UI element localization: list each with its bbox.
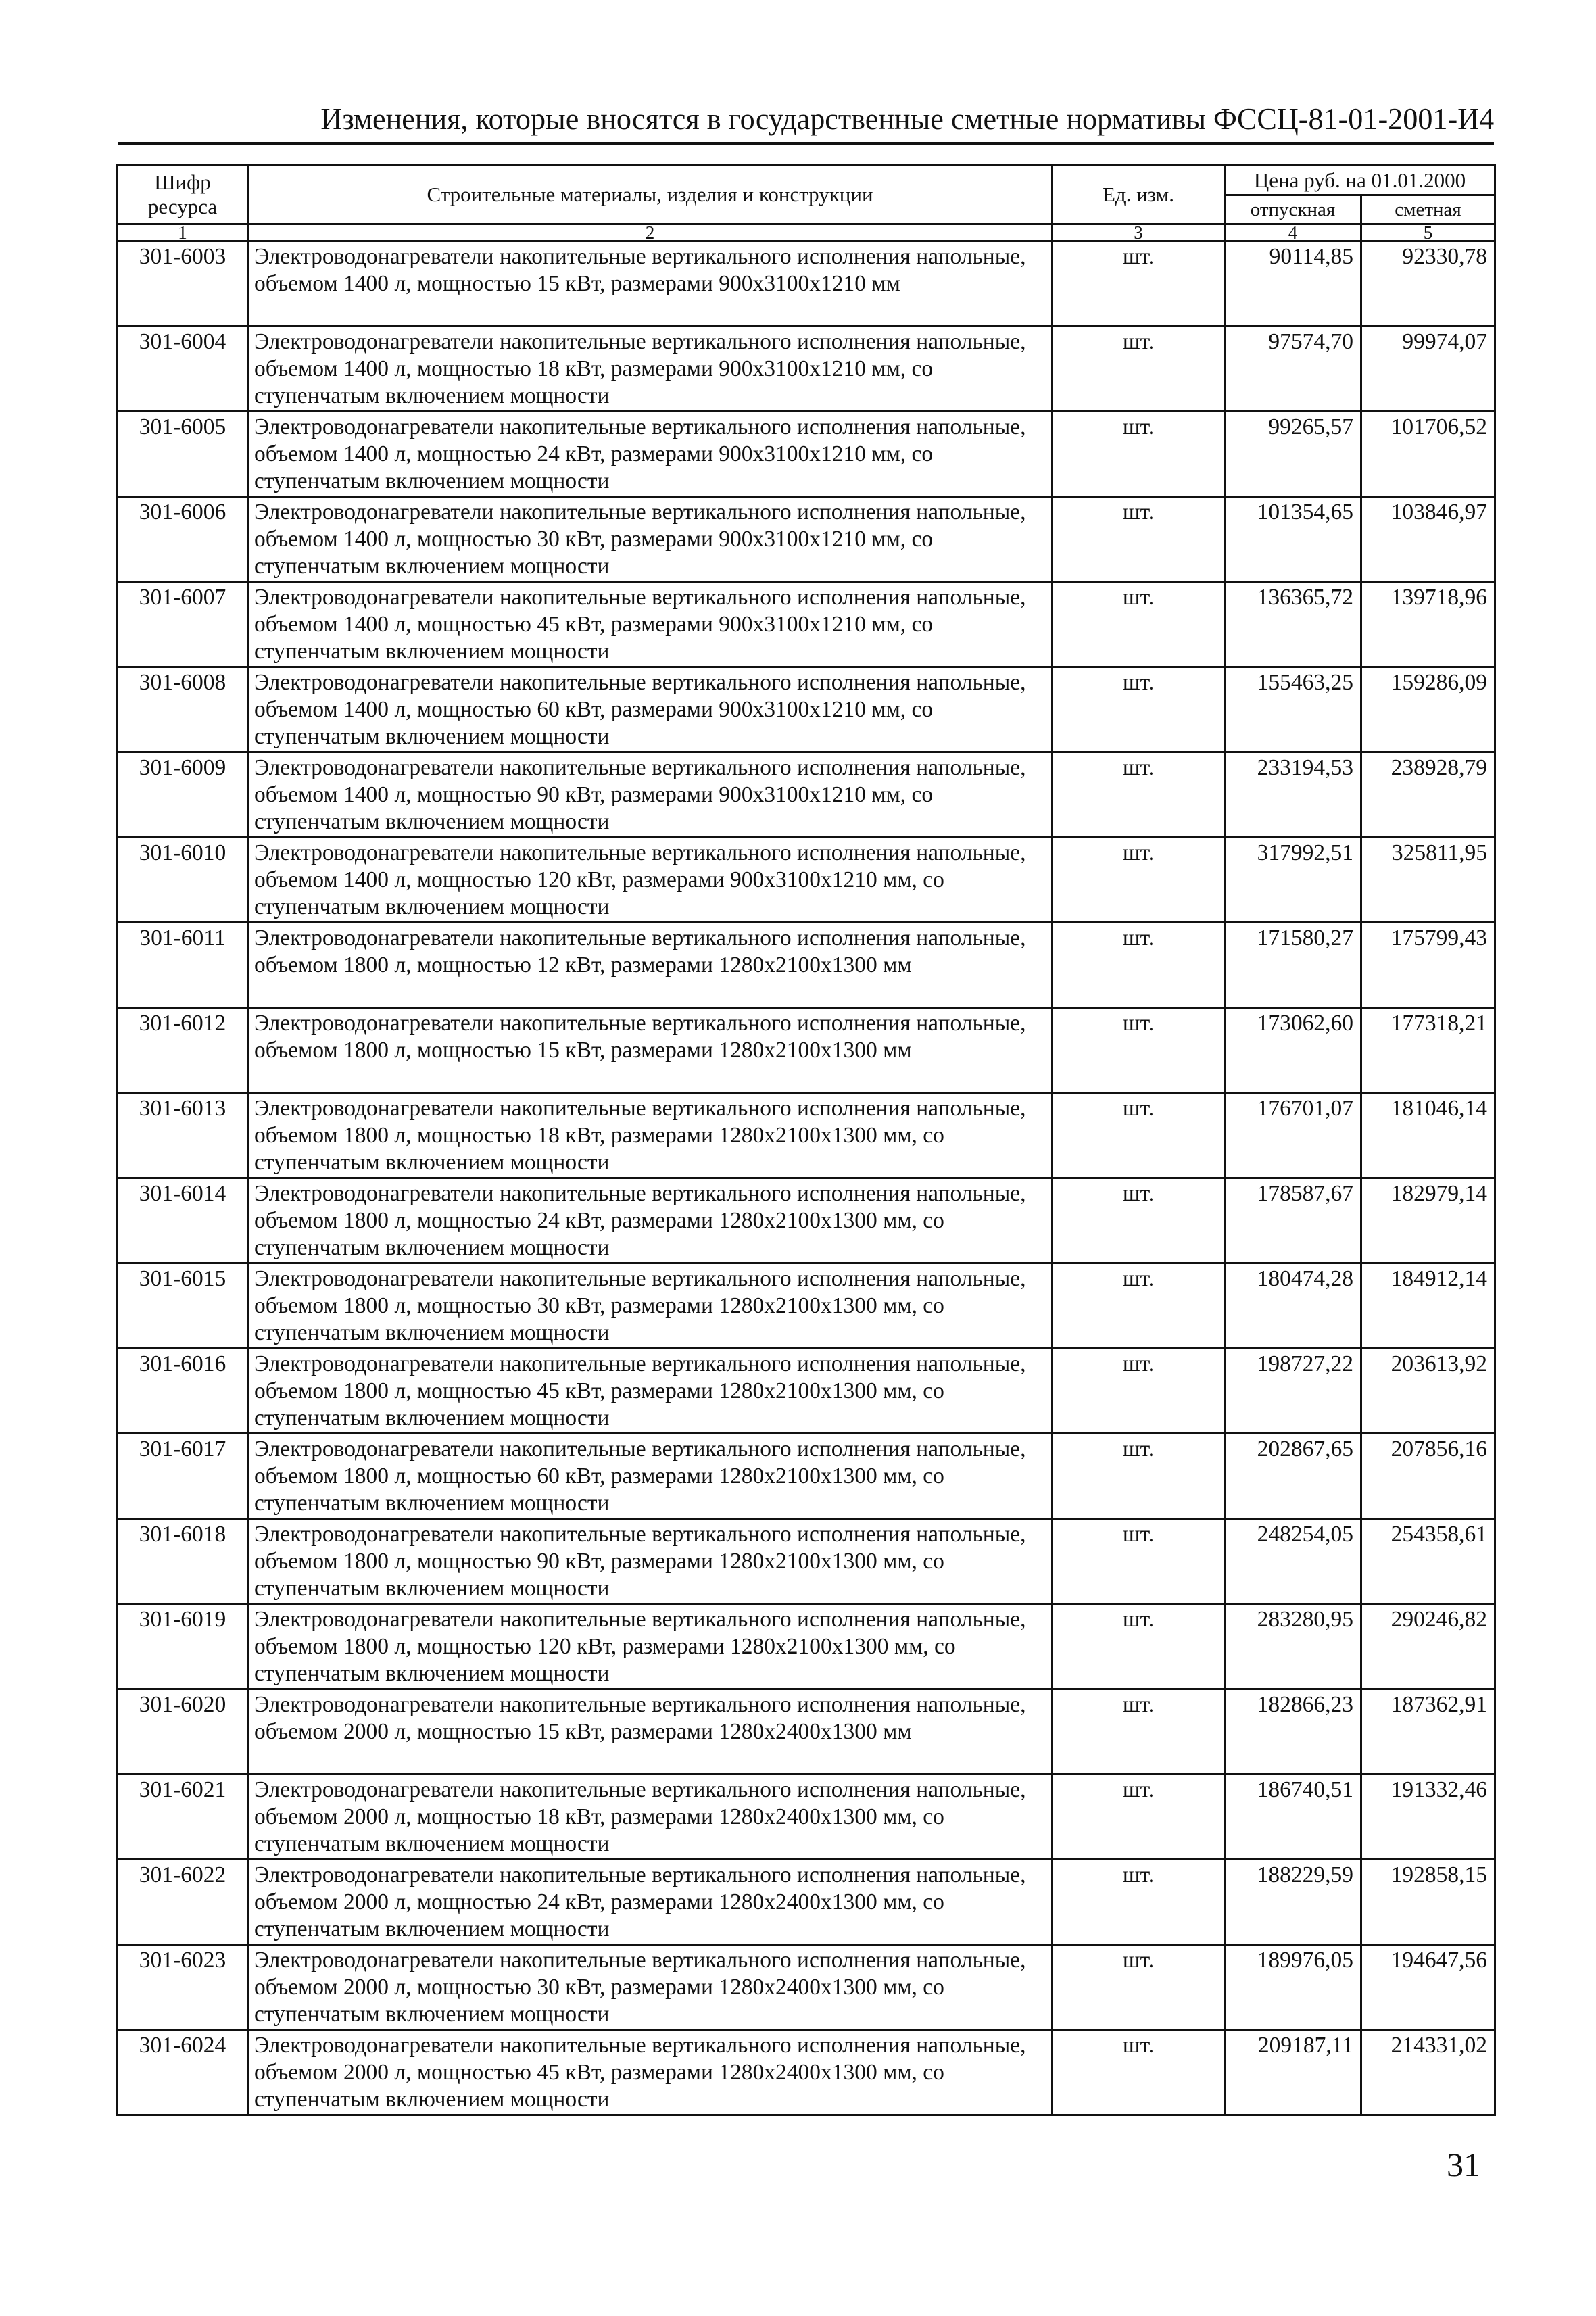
page-header-title: Изменения, которые вносятся в государственные сметные нормативы ФССЦ-81-01-2001-И4: [320, 101, 1494, 136]
resource-code-cell: 301-6003: [118, 241, 248, 327]
material-description-cell: Электроводонагреватели накопительные вертикального исполнения напольные, объемом 2000 л, мощностью 24 кВт, размерами 1280х2400х1300 мм, со ступенчатым включением мощности: [248, 1860, 1053, 1945]
unit-cell: шт.: [1053, 327, 1225, 412]
table-row: [118, 838, 1495, 923]
table-row: [118, 1349, 1495, 1434]
header-unit: Ед. изм.: [1053, 166, 1225, 224]
resource-code-cell: 301-6014: [118, 1178, 248, 1263]
unit-cell: шт.: [1053, 838, 1225, 923]
release-price-cell: 248254,05: [1225, 1519, 1361, 1604]
table-row: [118, 497, 1495, 582]
estimate-price-cell: 92330,78: [1361, 241, 1495, 327]
header-price-group: Цена руб. на 01.01.2000: [1225, 166, 1495, 195]
estimate-price-cell: 99974,07: [1361, 327, 1495, 412]
material-description-cell: Электроводонагреватели накопительные вертикального исполнения напольные, объемом 2000 л, мощностью 30 кВт, размерами 1280х2400х1300 мм, со ступенчатым включением мощности: [248, 1945, 1053, 2030]
resource-code-cell: 301-6015: [118, 1263, 248, 1349]
resource-code-cell: 301-6018: [118, 1519, 248, 1604]
unit-cell: шт.: [1053, 667, 1225, 752]
unit-cell: шт.: [1053, 923, 1225, 1008]
estimate-price-cell: 187362,91: [1361, 1689, 1495, 1775]
resource-code-cell: 301-6024: [118, 2030, 248, 2115]
price-table: [116, 164, 1496, 2116]
unit-cell: шт.: [1053, 752, 1225, 838]
table-row: [118, 923, 1495, 1008]
table-body: [118, 241, 1495, 2115]
release-price-cell: 209187,11: [1225, 2030, 1361, 2115]
column-number-row: [118, 224, 1495, 241]
table-row: [118, 1008, 1495, 1093]
estimate-price-cell: 191332,46: [1361, 1775, 1495, 1860]
material-description-cell: Электроводонагреватели накопительные вертикального исполнения напольные, объемом 1800 л, мощностью 60 кВт, размерами 1280х2100х1300 мм, со ступенчатым включением мощности: [248, 1434, 1053, 1519]
estimate-price-cell: 181046,14: [1361, 1093, 1495, 1178]
material-description-cell: Электроводонагреватели накопительные вертикального исполнения напольные, объемом 1800 л, мощностью 12 кВт, размерами 1280х2100х1300 мм: [248, 923, 1053, 1008]
estimate-price-cell: 182979,14: [1361, 1178, 1495, 1263]
material-description-cell: Электроводонагреватели накопительные вертикального исполнения напольные, объемом 1400 л, мощностью 60 кВт, размерами 900х3100х1210 мм, со ступенчатым включением мощности: [248, 667, 1053, 752]
table-row: [118, 667, 1495, 752]
resource-code-cell: 301-6021: [118, 1775, 248, 1860]
estimate-price-cell: 207856,16: [1361, 1434, 1495, 1519]
release-price-cell: 155463,25: [1225, 667, 1361, 752]
material-description-cell: Электроводонагреватели накопительные вертикального исполнения напольные, объемом 1800 л, мощностью 15 кВт, размерами 1280х2100х1300 мм: [248, 1008, 1053, 1093]
estimate-price-cell: 194647,56: [1361, 1945, 1495, 2030]
estimate-price-cell: 184912,14: [1361, 1263, 1495, 1349]
material-description-cell: Электроводонагреватели накопительные вертикального исполнения напольные, объемом 1800 л, мощностью 30 кВт, размерами 1280х2100х1300 мм, со ступенчатым включением мощности: [248, 1263, 1053, 1349]
release-price-cell: 176701,07: [1225, 1093, 1361, 1178]
column-number: 5: [1361, 224, 1495, 241]
resource-code-cell: 301-6005: [118, 412, 248, 497]
table-row: [118, 1945, 1495, 2030]
release-price-cell: 233194,53: [1225, 752, 1361, 838]
material-description-cell: Электроводонагреватели накопительные вертикального исполнения напольные, объемом 2000 л, мощностью 45 кВт, размерами 1280х2400х1300 мм, со ступенчатым включением мощности: [248, 2030, 1053, 2115]
unit-cell: шт.: [1053, 1945, 1225, 2030]
unit-cell: шт.: [1053, 1604, 1225, 1689]
release-price-cell: 283280,95: [1225, 1604, 1361, 1689]
material-description-cell: Электроводонагреватели накопительные вертикального исполнения напольные, объемом 1400 л, мощностью 18 кВт, размерами 900х3100х1210 мм, со ступенчатым включением мощности: [248, 327, 1053, 412]
resource-code-cell: 301-6006: [118, 497, 248, 582]
table-row: [118, 582, 1495, 667]
table-row: [118, 1263, 1495, 1349]
release-price-cell: 90114,85: [1225, 241, 1361, 327]
release-price-cell: 180474,28: [1225, 1263, 1361, 1349]
unit-cell: шт.: [1053, 1519, 1225, 1604]
resource-code-cell: 301-6013: [118, 1093, 248, 1178]
header-code: Шифр ресурса: [118, 166, 248, 224]
unit-cell: шт.: [1053, 1349, 1225, 1434]
header-price-release: отпускная: [1225, 195, 1361, 224]
column-number: 4: [1225, 224, 1361, 241]
release-price-cell: 188229,59: [1225, 1860, 1361, 1945]
resource-code-cell: 301-6009: [118, 752, 248, 838]
release-price-cell: 317992,51: [1225, 838, 1361, 923]
unit-cell: шт.: [1053, 241, 1225, 327]
release-price-cell: 198727,22: [1225, 1349, 1361, 1434]
column-number: 2: [248, 224, 1053, 241]
estimate-price-cell: 290246,82: [1361, 1604, 1495, 1689]
estimate-price-cell: 214331,02: [1361, 2030, 1495, 2115]
table-row: [118, 1093, 1495, 1178]
estimate-price-cell: 325811,95: [1361, 838, 1495, 923]
resource-code-cell: 301-6007: [118, 582, 248, 667]
release-price-cell: 101354,65: [1225, 497, 1361, 582]
unit-cell: шт.: [1053, 1093, 1225, 1178]
table-row: [118, 1860, 1495, 1945]
material-description-cell: Электроводонагреватели накопительные вертикального исполнения напольные, объемом 1800 л, мощностью 45 кВт, размерами 1280х2100х1300 мм, со ступенчатым включением мощности: [248, 1349, 1053, 1434]
unit-cell: шт.: [1053, 1689, 1225, 1775]
estimate-price-cell: 175799,43: [1361, 923, 1495, 1008]
page-header: [118, 100, 1494, 145]
material-description-cell: Электроводонагреватели накопительные вертикального исполнения напольные, объемом 1400 л, мощностью 45 кВт, размерами 900х3100х1210 мм, со ступенчатым включением мощности: [248, 582, 1053, 667]
resource-code-cell: 301-6010: [118, 838, 248, 923]
release-price-cell: 99265,57: [1225, 412, 1361, 497]
estimate-price-cell: 254358,61: [1361, 1519, 1495, 1604]
resource-code-cell: 301-6020: [118, 1689, 248, 1775]
table-row: [118, 1689, 1495, 1775]
estimate-price-cell: 159286,09: [1361, 667, 1495, 752]
release-price-cell: 97574,70: [1225, 327, 1361, 412]
unit-cell: шт.: [1053, 1263, 1225, 1349]
table-row: [118, 327, 1495, 412]
release-price-cell: 202867,65: [1225, 1434, 1361, 1519]
material-description-cell: Электроводонагреватели накопительные вертикального исполнения напольные, объемом 1800 л, мощностью 24 кВт, размерами 1280х2100х1300 мм, со ступенчатым включением мощности: [248, 1178, 1053, 1263]
estimate-price-cell: 238928,79: [1361, 752, 1495, 838]
page-number: 31: [1447, 2146, 1480, 2184]
material-description-cell: Электроводонагреватели накопительные вертикального исполнения напольные, объемом 1800 л, мощностью 18 кВт, размерами 1280х2100х1300 мм, со ступенчатым включением мощности: [248, 1093, 1053, 1178]
release-price-cell: 173062,60: [1225, 1008, 1361, 1093]
material-description-cell: Электроводонагреватели накопительные вертикального исполнения напольные, объемом 1800 л, мощностью 120 кВт, размерами 1280х2100х1300 мм, со ступенчатым включением мощности: [248, 1604, 1053, 1689]
resource-code-cell: 301-6012: [118, 1008, 248, 1093]
header-price-estimate: сметная: [1361, 195, 1495, 224]
resource-code-cell: 301-6019: [118, 1604, 248, 1689]
column-number: 1: [118, 224, 248, 241]
table-row: [118, 1775, 1495, 1860]
material-description-cell: Электроводонагреватели накопительные вертикального исполнения напольные, объемом 1400 л, мощностью 90 кВт, размерами 900х3100х1210 мм, со ступенчатым включением мощности: [248, 752, 1053, 838]
table-row: [118, 241, 1495, 327]
unit-cell: шт.: [1053, 1008, 1225, 1093]
unit-cell: шт.: [1053, 1178, 1225, 1263]
estimate-price-cell: 103846,97: [1361, 497, 1495, 582]
resource-code-cell: 301-6023: [118, 1945, 248, 2030]
release-price-cell: 186740,51: [1225, 1775, 1361, 1860]
resource-code-cell: 301-6022: [118, 1860, 248, 1945]
resource-code-cell: 301-6016: [118, 1349, 248, 1434]
release-price-cell: 136365,72: [1225, 582, 1361, 667]
resource-code-cell: 301-6017: [118, 1434, 248, 1519]
estimate-price-cell: 101706,52: [1361, 412, 1495, 497]
unit-cell: шт.: [1053, 497, 1225, 582]
unit-cell: шт.: [1053, 2030, 1225, 2115]
unit-cell: шт.: [1053, 1775, 1225, 1860]
unit-cell: шт.: [1053, 582, 1225, 667]
unit-cell: шт.: [1053, 412, 1225, 497]
column-number: 3: [1053, 224, 1225, 241]
table-row: [118, 1604, 1495, 1689]
resource-code-cell: 301-6011: [118, 923, 248, 1008]
estimate-price-cell: 177318,21: [1361, 1008, 1495, 1093]
material-description-cell: Электроводонагреватели накопительные вертикального исполнения напольные, объемом 1400 л, мощностью 120 кВт, размерами 900х3100х1210 мм, со ступенчатым включением мощности: [248, 838, 1053, 923]
table-row: [118, 752, 1495, 838]
release-price-cell: 171580,27: [1225, 923, 1361, 1008]
table-row: [118, 2030, 1495, 2115]
unit-cell: шт.: [1053, 1860, 1225, 1945]
table-row: [118, 1519, 1495, 1604]
estimate-price-cell: 192858,15: [1361, 1860, 1495, 1945]
release-price-cell: 189976,05: [1225, 1945, 1361, 2030]
table-row: [118, 1178, 1495, 1263]
material-description-cell: Электроводонагреватели накопительные вертикального исполнения напольные, объемом 1400 л, мощностью 15 кВт, размерами 900х3100х1210 мм: [248, 241, 1053, 327]
unit-cell: шт.: [1053, 1434, 1225, 1519]
table-row: [118, 412, 1495, 497]
estimate-price-cell: 203613,92: [1361, 1349, 1495, 1434]
table-row: [118, 1434, 1495, 1519]
release-price-cell: 178587,67: [1225, 1178, 1361, 1263]
estimate-price-cell: 139718,96: [1361, 582, 1495, 667]
material-description-cell: Электроводонагреватели накопительные вертикального исполнения напольные, объемом 2000 л, мощностью 15 кВт, размерами 1280х2400х1300 мм: [248, 1689, 1053, 1775]
resource-code-cell: 301-6008: [118, 667, 248, 752]
material-description-cell: Электроводонагреватели накопительные вертикального исполнения напольные, объемом 2000 л, мощностью 18 кВт, размерами 1280х2400х1300 мм, со ступенчатым включением мощности: [248, 1775, 1053, 1860]
header-name: Строительные материалы, изделия и конструкции: [248, 166, 1053, 224]
material-description-cell: Электроводонагреватели накопительные вертикального исполнения напольные, объемом 1400 л, мощностью 24 кВт, размерами 900х3100х1210 мм, со ступенчатым включением мощности: [248, 412, 1053, 497]
release-price-cell: 182866,23: [1225, 1689, 1361, 1775]
material-description-cell: Электроводонагреватели накопительные вертикального исполнения напольные, объемом 1400 л, мощностью 30 кВт, размерами 900х3100х1210 мм, со ступенчатым включением мощности: [248, 497, 1053, 582]
resource-code-cell: 301-6004: [118, 327, 248, 412]
material-description-cell: Электроводонагреватели накопительные вертикального исполнения напольные, объемом 1800 л, мощностью 90 кВт, размерами 1280х2100х1300 мм, со ступенчатым включением мощности: [248, 1519, 1053, 1604]
